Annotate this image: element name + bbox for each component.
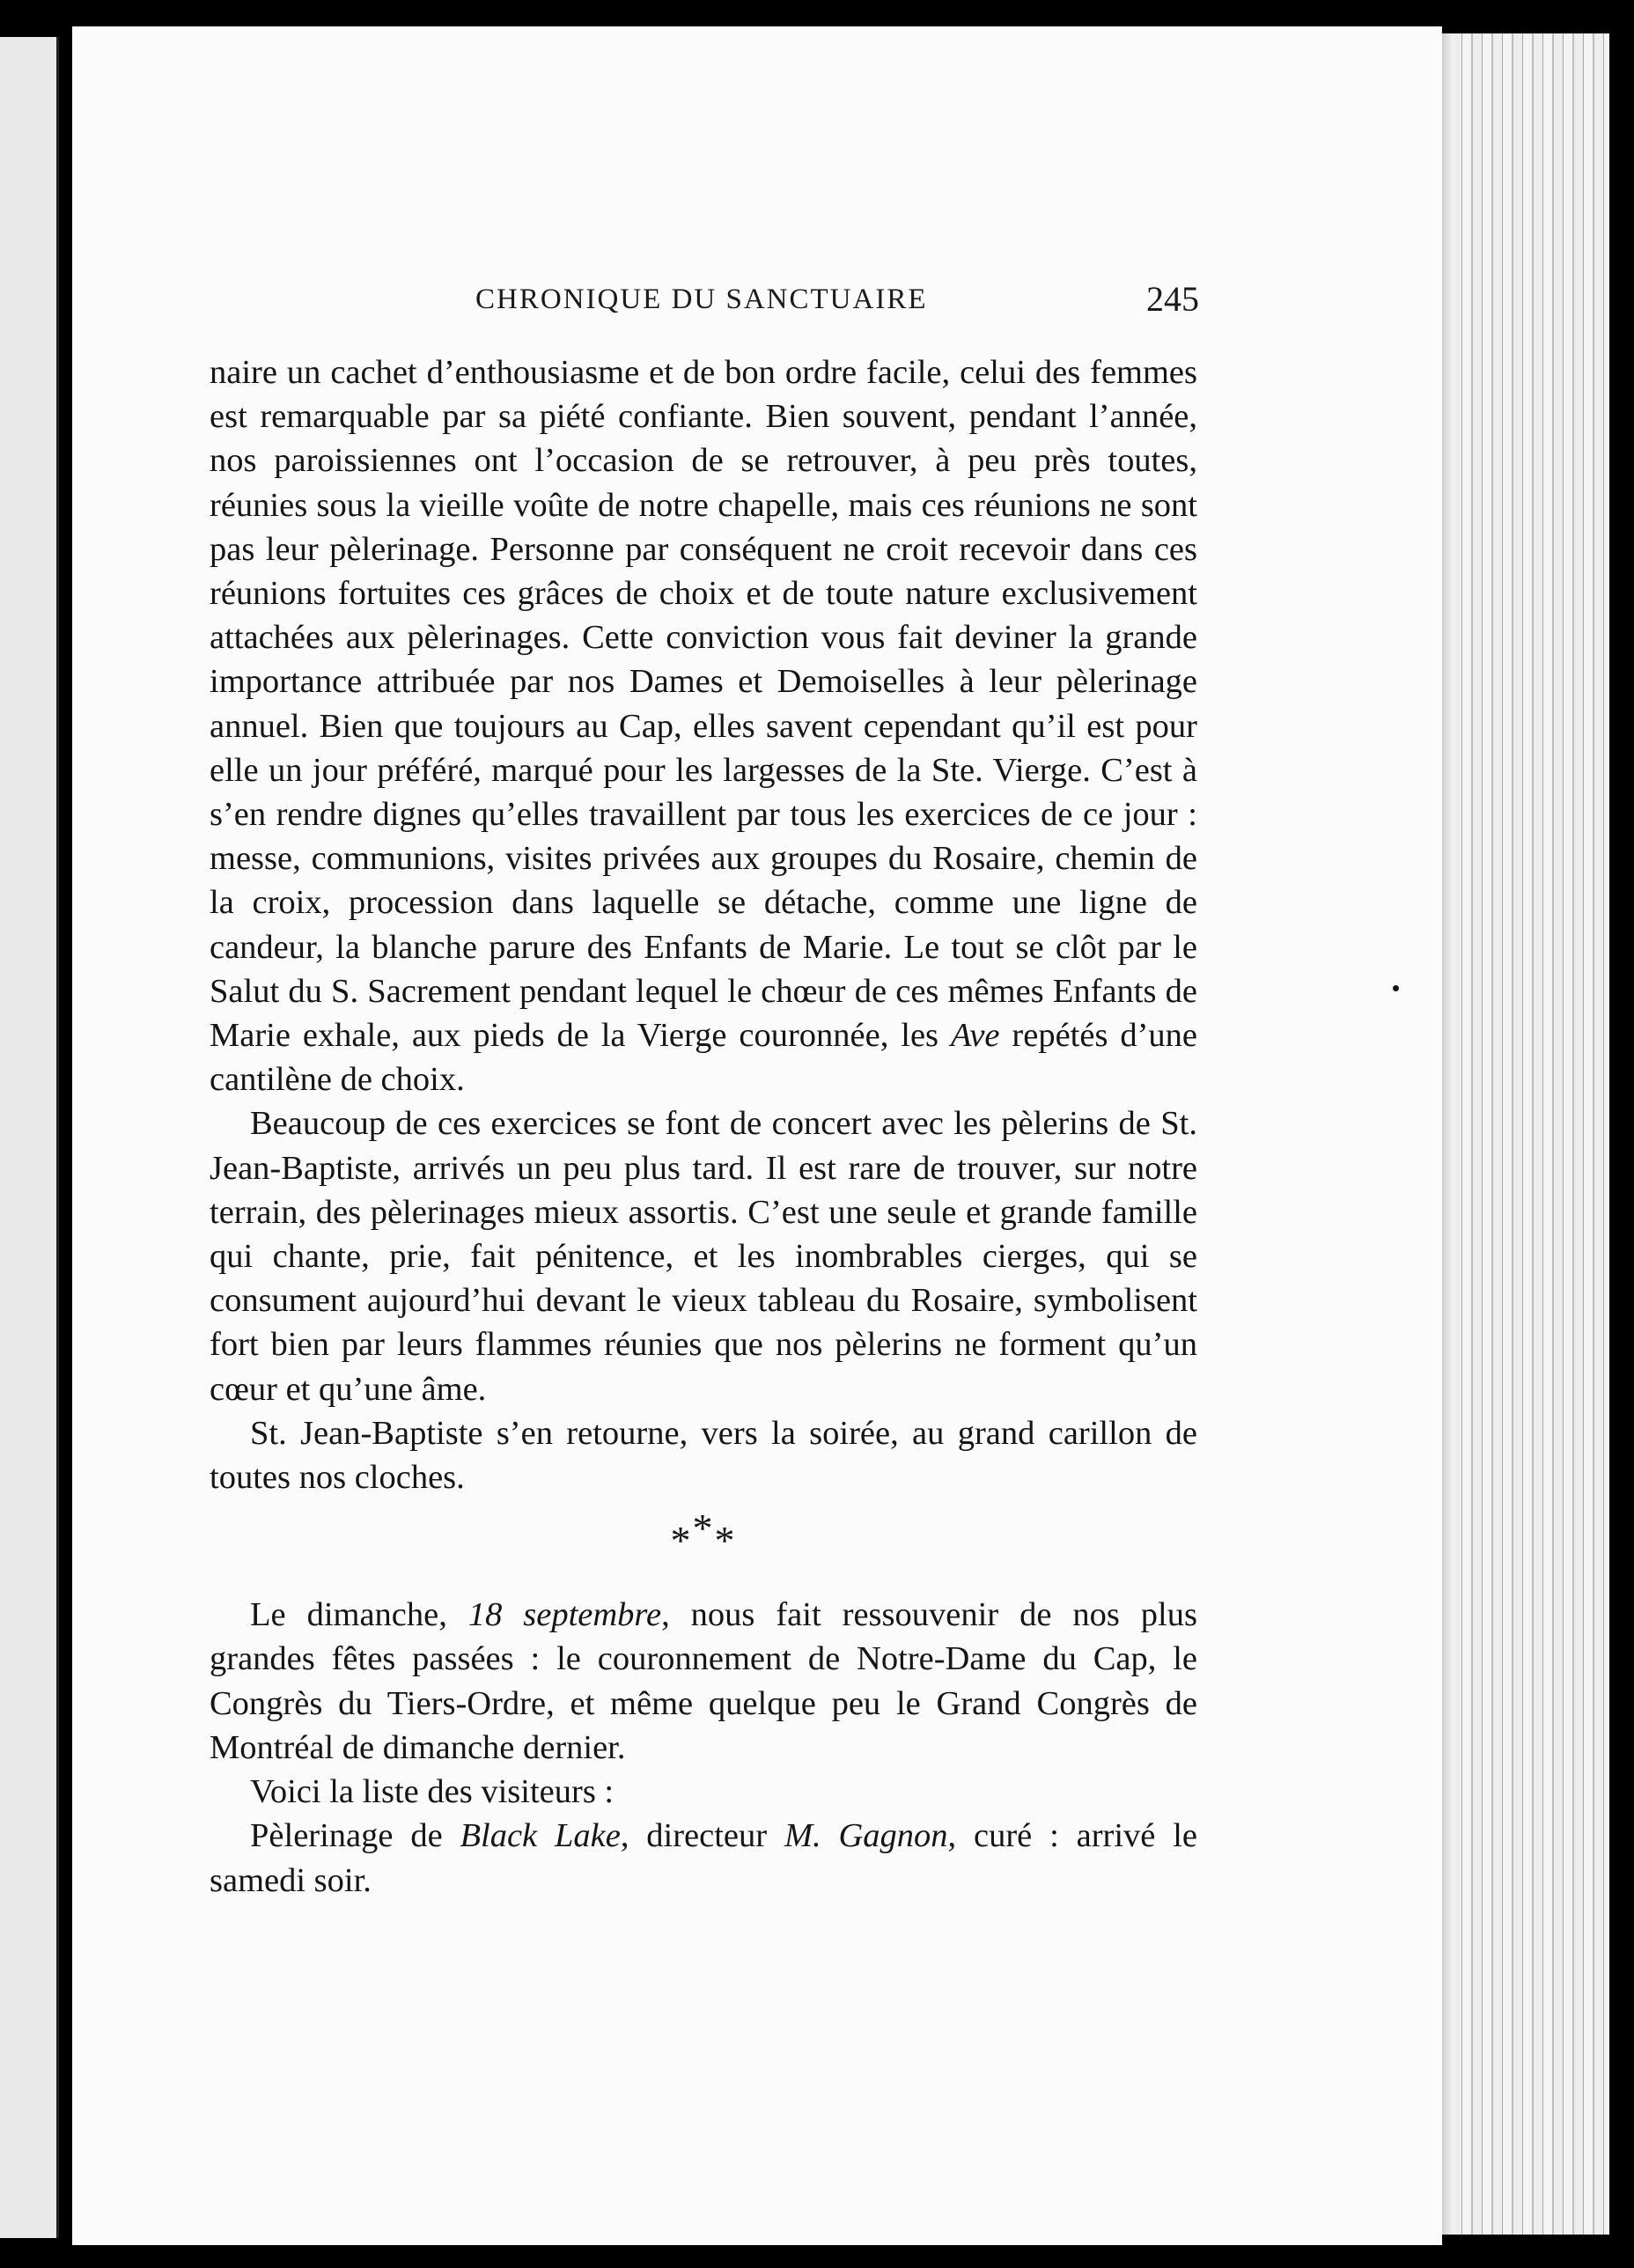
running-title: CHRONIQUE DU SANCTUAIRE — [475, 284, 928, 315]
separator-star-top: * — [692, 1506, 715, 1551]
paragraph-1 — [210, 350, 1197, 1101]
section-separator — [210, 1506, 1197, 1572]
page-gutter-shadow — [1442, 33, 1454, 2235]
paragraph-5: Voici la liste des visiteurs : — [250, 1773, 615, 1811]
paragraph-6-mid: , directeur — [620, 1817, 784, 1855]
separator-star-left: * — [670, 1518, 693, 1564]
ave-italic: Ave — [950, 1017, 1000, 1055]
date-italic: 18 septembre — [467, 1596, 662, 1634]
paragraph-3: St. Jean-Baptiste s’en retourne, vers la soirée, au grand carillon de toutes nos cloches. — [210, 1414, 1197, 1497]
previous-page-edge — [0, 37, 59, 2238]
paragraph-4-start: Le dimanche, — [250, 1596, 468, 1634]
paragraph-1-end: repétés d’une cantilène de choix. — [210, 1017, 1197, 1099]
paragraph-2: Beaucoup de ces exercices se font de concert avec les pèlerins de St. Jean-Baptiste, arrivés un peu plus tard. Il est rare de trouver, sur notre terrain, des pèlerinages mieux assortis. C’est une seule et grande famille qui chante, prie, fait pénitence, et les inombrables cierges, qui se consument aujourd’hui devant le vieux tableau du Rosaire, symbolisent fort bien par leurs flammes réunies que nos pèlerins ne forment qu’un cœur et qu’une âme. — [210, 1105, 1197, 1408]
paragraph-1-text: naire un cachet d’enthousiasme et de bon ordre facile, celui des femmes est remarquable par sa piété confiante. Bien souvent, pendant l’année, nos paroissiennes ont l’occasion de se retrouver, à peu près toutes, réunies sous la vieille voûte de notre chapelle, mais ces réunions ne sont pas leur pèlerinage. Personne par conséquent ne croit recevoir dans ces réunions fortuites ces grâces de choix et de toute nature exclusivement attachées aux pèlerinages. Cette conviction vous fait deviner la grande importance attribuée par nos Dames et Demoiselles à leur pèlerinage annuel. Bien que toujours au Cap, elles savent cependant qu’il est pour elle un jour préféré, marqué pour les largesses de la Ste. Vierge. C’est à s’en rendre dignes qu’elles travaillent par tous les exercices de ce jour : messe, communions, visites privées aux groupes du Rosaire, chemin de la croix, procession dans laquelle se détache, comme une ligne de candeur, la blanche parure des Enfants de Marie. Le tout se clôt par le Salut du S. Sacrement pendant lequel le chœur de ces mêmes Enfants de Marie exhale, aux pieds de la Vierge couronnée, les — [210, 354, 1197, 1055]
page-number: 245 — [1146, 279, 1199, 319]
paragraph-6-end: , curé : arrivé le samedi soir. — [210, 1817, 1197, 1899]
place-italic: Black Lake — [460, 1817, 621, 1855]
name-italic: M. Gagnon — [784, 1817, 948, 1855]
paragraph-6-start: Pèlerinage de — [250, 1817, 460, 1855]
separator-star-right: * — [714, 1518, 737, 1564]
paragraph-6 — [210, 1814, 1197, 1902]
ink-speck — [1393, 985, 1399, 991]
paragraph-4 — [210, 1593, 1197, 1770]
paragraph-4-rest: , nous fait ressouvenir de nos plus grandes fêtes passées : le couronnement de Notre-Dame du Cap, le Congrès du Tiers-Ordre, et même quelque peu le Grand Congrès de Montréal de dimanche dernier. — [210, 1596, 1197, 1766]
page-text — [210, 350, 1197, 1903]
page-stack-edges — [1442, 33, 1609, 2235]
